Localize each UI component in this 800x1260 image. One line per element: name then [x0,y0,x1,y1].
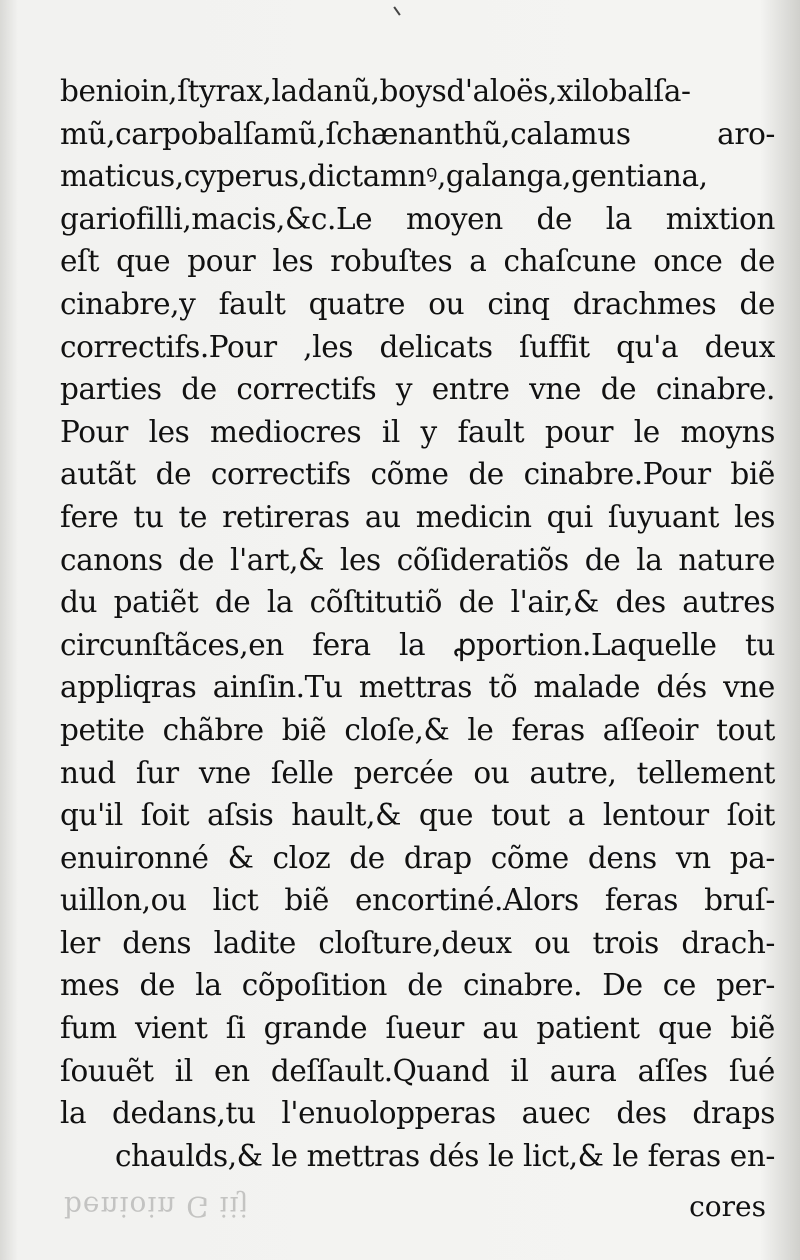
text-line-18: qu'il ſoit aſsis hault,& que tout a lentour ſoit [60,798,775,833]
text-line-14: circunſtãces,en fera la ꝓportion.Laquelle tu [60,627,775,662]
text-line-2: mũ,carpobalſamũ,ſchænanthũ,calamus aro- [60,116,775,151]
signature-bleed-through: benioin G iij [64,1190,250,1223]
text-line-21: ler dens ladite cloſture,deux ou trois drach- [60,925,775,960]
text-line-10: autãt de correctifs cõme de cinabre.Pour biẽ [60,457,775,492]
text-line-19: enuironné & cloz de drap cõme dens vn pa- [60,840,775,875]
text-line-9: Pour les mediocres il y fault pour le moyns [60,414,775,449]
text-line-7: correctifs.Pour ,les delicats ſuffit qu'a deux [60,329,775,364]
text-line-8: parties de correctifs y entre vne de cinabre. [60,372,775,407]
text-line-13: du patiẽt de la cõſtitutiõ de l'air,& des autres [60,585,775,620]
text-line-22: mes de la cõpoſition de cinabre. De ce per- [60,968,775,1003]
text-line-25: la dedans,tu l'enuolopperas auec des draps [60,1096,775,1131]
text-line-24: ſouuẽt il en deſſault.Quand il aura aſſes ſué [60,1053,775,1088]
text-line-26: chaulds,& le mettras dés le lict,& le feras en- [114,1138,775,1173]
margin-mark [393,6,400,15]
text-line-23: fum vient ſi grande ſueur au patient que biẽ [60,1011,775,1046]
text-line-16: petite chãbre biẽ cloſe,& le feras aſſeoir tout [60,712,775,747]
text-line-1: benioin,ſtyrax,ladanũ,boysd'aloës,xilobalſa- [60,74,691,108]
body-text [60,70,775,1177]
text-line-3: maticus,cyperus,dictamnꝰ,galanga,gentiana, [60,159,708,194]
text-line-17: nud ſur vne ſelle percée ou autre, tellement [60,755,775,790]
text-line-5: eſt que pour les robuſtes a chaſcune once de [60,244,775,279]
text-line-11: fere tu te retireras au medicin qui ſuyuant les [60,499,775,534]
text-line-15: appliqras ainſin.Tu mettras tõ malade dés vne [60,670,775,705]
text-line-4: gariofilli,macis,&c.Le moyen de la mixtion [60,201,775,236]
catchword: cores [689,1190,766,1223]
text-line-20: uillon,ou lict biẽ encortiné.Alors feras bruſ- [60,883,775,918]
text-line-6: cinabre,y fault quatre ou cinq drachmes de [60,286,775,321]
text-line-12: canons de l'art,& les cõſideratiõs de la nature [60,542,775,577]
